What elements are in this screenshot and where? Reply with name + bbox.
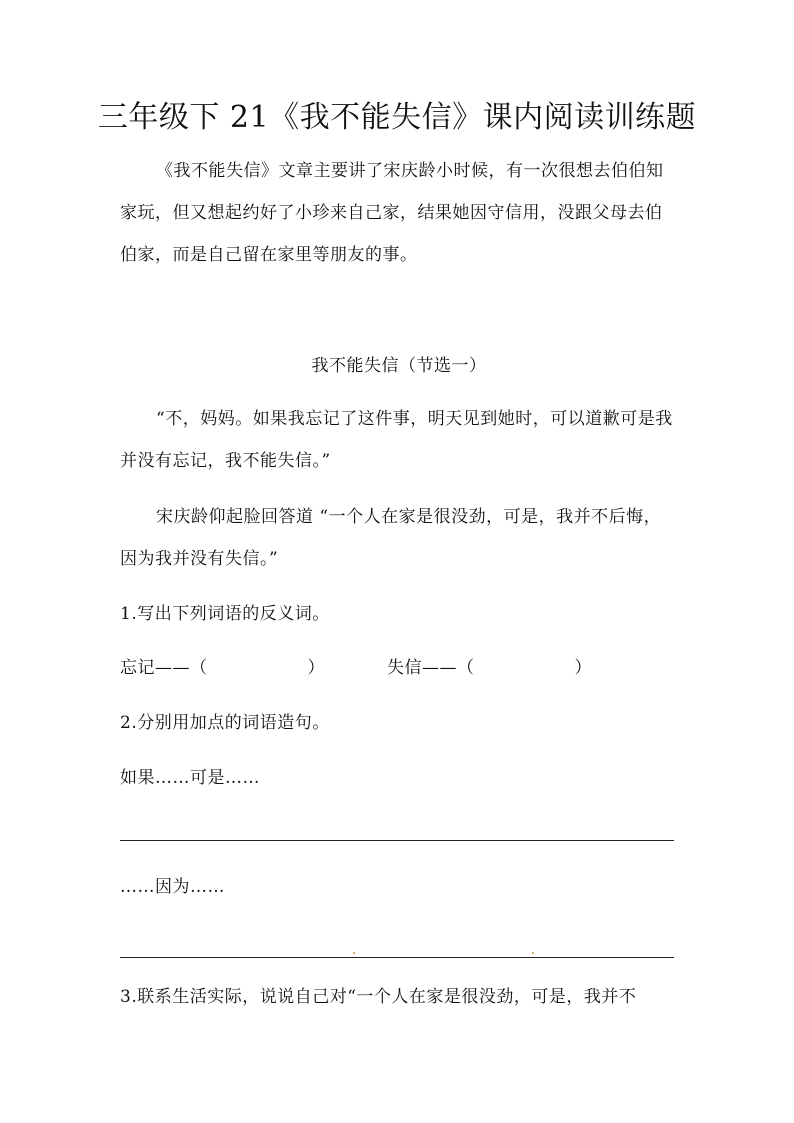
answer-line-1[interactable] bbox=[120, 840, 674, 841]
antonym-close-2: ） bbox=[574, 658, 592, 678]
question-1: 1.写出下列词语的反义词。 bbox=[120, 604, 330, 624]
sentence-prompt-1: 如果……可是…… bbox=[120, 768, 260, 788]
excerpt-paragraph-2: 宋庆龄仰起脸回答道 “一个人在家是很没劲，可是，我并不后悔，因为我并没有失信。” bbox=[120, 507, 662, 569]
antonym-item-1: 忘记——（ bbox=[120, 658, 208, 678]
section-title: 我不能失信（节选一） bbox=[311, 356, 487, 376]
emphasis-dot bbox=[532, 952, 534, 954]
antonym-close-1: ） bbox=[307, 658, 325, 678]
question-3: 3.联系生活实际，说说自己对“一个人在家是很没劲，可是，我并不 bbox=[120, 987, 637, 1007]
excerpt-paragraph-1: “不，妈妈。如果我忘记了这件事，明天见到她时，可以道歉可是我并没有忘记，我不能失信。” bbox=[120, 409, 673, 471]
answer-line-2[interactable] bbox=[120, 957, 674, 958]
sentence-prompt-2: ……因为…… bbox=[120, 877, 225, 897]
emphasis-dot bbox=[353, 952, 355, 954]
antonym-row bbox=[120, 647, 678, 689]
intro-paragraph: 《我不能失信》文章主要讲了宋庆龄小时候，有一次很想去伯伯知家玩，但又想起约好了小珍来自己家，结果她因守信用，没跟父母去伯伯家，而是自己留在家里等朋友的事。 bbox=[120, 161, 664, 265]
page-title: 三年级下 21《我不能失信》课内阅读训练题 bbox=[97, 100, 697, 135]
question-2: 2.分别用加点的词语造句。 bbox=[120, 713, 330, 733]
antonym-item-2: 失信——（ bbox=[387, 658, 475, 678]
